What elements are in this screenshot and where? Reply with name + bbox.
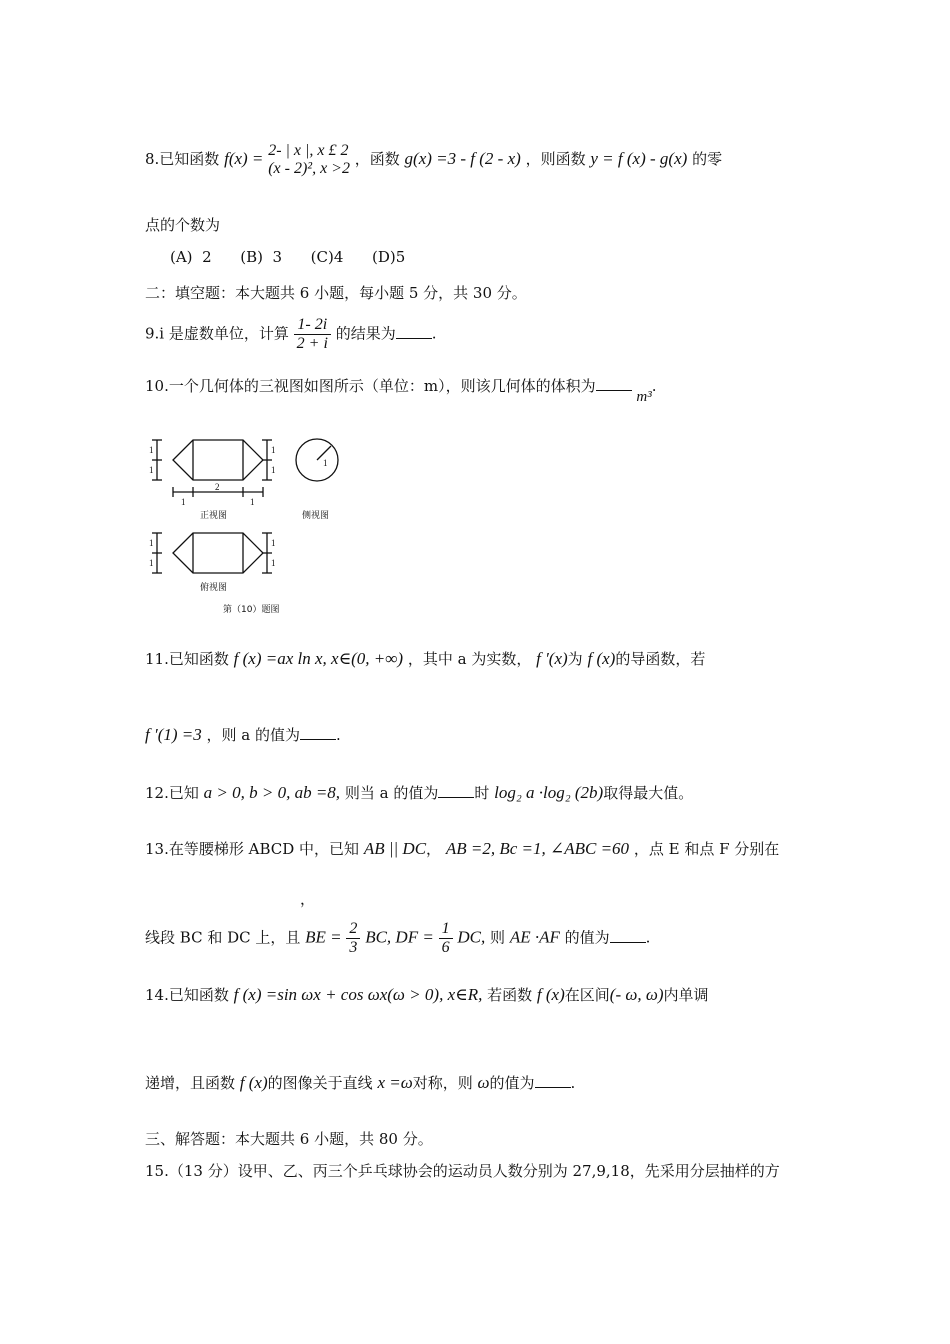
q13-be: BE = xyxy=(305,927,342,947)
q13-line2 xyxy=(145,920,650,957)
q12-mid2: 时 xyxy=(474,784,490,802)
figure-caption: 第（10）题图 xyxy=(223,605,280,615)
q11-prefix: 11.已知函数 xyxy=(145,650,229,668)
q11-suffix: 的导函数，若 xyxy=(615,650,706,668)
q10-unit: m³ xyxy=(636,389,652,405)
q8-y-expr: y = f (x) - g(x) xyxy=(590,149,688,168)
q14-line2 xyxy=(145,1072,575,1094)
q14-line2-mid: 的图像关于直线 xyxy=(267,1074,373,1092)
dim-label: 1 xyxy=(250,497,255,507)
dim-label: 1 xyxy=(271,465,276,475)
q10-line xyxy=(145,375,657,405)
q13-dot-product: AE ·AF xyxy=(509,927,560,947)
q14-line1 xyxy=(145,984,709,1006)
q9-fraction xyxy=(294,316,331,353)
q12-line xyxy=(145,782,693,804)
q9-line xyxy=(145,316,437,353)
q15-line: 15.（13 分）设甲、乙、丙三个乒乓球协会的运动员人数分别为 27,9,18，先采用分层抽样的方 xyxy=(145,1162,780,1180)
q13-cond2: AB =2, Bc =1, ∠ABC =60 xyxy=(445,839,630,858)
q13-line1 xyxy=(145,838,779,860)
q12-suffix: 取得最大值。 xyxy=(603,784,694,802)
dim-label: 2 xyxy=(215,482,220,492)
q8-prefix: 8.已知函数 xyxy=(145,150,220,168)
q8-mid1: ，函数 xyxy=(354,150,400,168)
q9-prefix: 9.i 是虚数单位，计算 xyxy=(145,324,289,343)
front-view-shape xyxy=(173,440,263,480)
q8-suffix: 的零 xyxy=(692,150,723,168)
q13-cond1: AB || DC xyxy=(363,839,427,858)
q14-mid: 若函数 xyxy=(487,986,533,1004)
q13-f2-den: 6 xyxy=(441,939,450,956)
dim-label: 1 xyxy=(149,538,154,548)
q12-cond: a > 0, b > 0, ab =8, xyxy=(203,783,341,802)
top-view-label: 俯视图 xyxy=(200,583,228,593)
three-view-figure xyxy=(145,430,355,620)
q13-blank xyxy=(610,930,646,943)
q11-end: . xyxy=(336,726,341,744)
dim-label: 1 xyxy=(149,445,154,455)
q13-line2-prefix: 线段 BC 和 DC 上，且 xyxy=(145,928,301,947)
q14-blank xyxy=(535,1075,571,1088)
q13-then: 则 xyxy=(490,928,506,947)
q10-blank xyxy=(596,378,632,391)
dim-label: 1 xyxy=(149,465,154,475)
q14-omega: ω xyxy=(477,1073,490,1092)
q14-line-eq: x =ω xyxy=(377,1073,413,1092)
q12-prefix: 12.已知 xyxy=(145,784,199,802)
q11-fprime: f ′(x) xyxy=(536,649,568,668)
top-view-shape xyxy=(173,533,263,573)
dim-label: 1 xyxy=(271,558,276,568)
front-view-label: 正视图 xyxy=(200,511,228,521)
q14-line2-prefix: 递增，且函数 xyxy=(145,1074,236,1092)
q13-f1-den: 3 xyxy=(349,939,358,956)
q8-mid2: ，则函数 xyxy=(525,150,586,168)
q9-end: . xyxy=(431,324,437,343)
q13-fraction-1-6 xyxy=(439,920,453,957)
q13-end: . xyxy=(645,928,651,947)
q13-line2-suffix: 的值为 xyxy=(564,928,610,947)
q14-line2-fx: f (x) xyxy=(239,1073,268,1092)
q11-line1 xyxy=(145,648,705,670)
q13-f2-num: 1 xyxy=(439,920,453,939)
dim-label: 1 xyxy=(271,445,276,455)
section3-heading: 三、解答题：本大题共 6 小题，共 80 分。 xyxy=(145,1130,433,1148)
dim-label: 1 xyxy=(271,538,276,548)
dim-label: 1 xyxy=(181,497,186,507)
q8-g-expr: g(x) =3 - f (2 - x) xyxy=(404,149,521,168)
q13-suffix: ，点 E 和点 F 分别在 xyxy=(633,840,780,858)
q11-fx: f (x) xyxy=(587,649,616,668)
q12-expr: log₂ a ·log₂ (2b) xyxy=(494,783,604,802)
q8-options: (A) 2 (B) 3 (C)4 (D)5 xyxy=(170,248,406,266)
q11-mid1: ，其中 a 为实数， xyxy=(407,650,532,668)
q11-blank xyxy=(300,727,336,740)
q9-den: 2 + i xyxy=(296,335,328,352)
q14-line2-suffix: 的值为 xyxy=(489,1074,535,1092)
q12-mid: 则当 a 的值为 xyxy=(344,784,439,802)
side-view-label: 侧视图 xyxy=(302,511,330,521)
q14-suffix: 内单调 xyxy=(663,986,709,1004)
q14-interval: (- ω, ω) xyxy=(609,985,664,1004)
q10-end: . xyxy=(651,377,657,395)
q13-dc: DC, xyxy=(457,927,486,947)
q13-comma: ， xyxy=(426,840,442,858)
q9-blank xyxy=(396,326,432,339)
q13-bc: BC, DF = xyxy=(365,927,434,947)
q11-f-expr: f (x) =ax ln x, x∈(0, +∞) xyxy=(233,649,404,668)
dim-label: 1 xyxy=(149,558,154,568)
q8-line2: 点的个数为 xyxy=(145,216,221,234)
q11-mid2: 为 xyxy=(567,650,583,668)
q14-end: . xyxy=(570,1074,576,1092)
section2-heading: 二：填空题：本大题共 6 小题，每小题 5 分，共 30 分。 xyxy=(145,284,527,302)
q13-prefix: 13.在等腰梯形 ABCD 中，已知 xyxy=(145,840,360,858)
q8-f-lhs: f(x) = xyxy=(224,149,264,168)
q12-blank xyxy=(438,785,474,798)
q11-line2 xyxy=(145,724,341,746)
q11-line2-text: ，则 a 的值为 xyxy=(206,726,301,744)
q8-piecewise xyxy=(268,142,350,178)
q13-fraction-2-3 xyxy=(346,920,360,957)
q9-suffix: 的结果为 xyxy=(335,324,396,343)
q11-condition: f ′(1) =3 xyxy=(145,725,202,744)
q14-f-expr: f (x) =sin ωx + cos ωx(ω > 0), x∈R, xyxy=(233,985,483,1004)
q14-line2-mid2: 对称，则 xyxy=(412,1074,473,1092)
q8-case2: (x - 2)², x >2 xyxy=(268,160,350,177)
radius-label: 1 xyxy=(323,458,328,468)
q14-prefix: 14.已知函数 xyxy=(145,986,229,1004)
q13-f1-num: 2 xyxy=(346,920,360,939)
q13-stray-mark: ， xyxy=(300,890,316,908)
q8-line1 xyxy=(145,142,722,178)
q8-case1: 2- | x |, x £ 2 xyxy=(268,142,349,159)
q10-text: 10.一个几何体的三视图如图所示（单位：m），则该几何体的体积为 xyxy=(145,377,596,395)
q14-fx: f (x) xyxy=(536,985,565,1004)
q14-mid2: 在区间 xyxy=(564,986,610,1004)
q9-num: 1- 2i xyxy=(294,316,331,335)
